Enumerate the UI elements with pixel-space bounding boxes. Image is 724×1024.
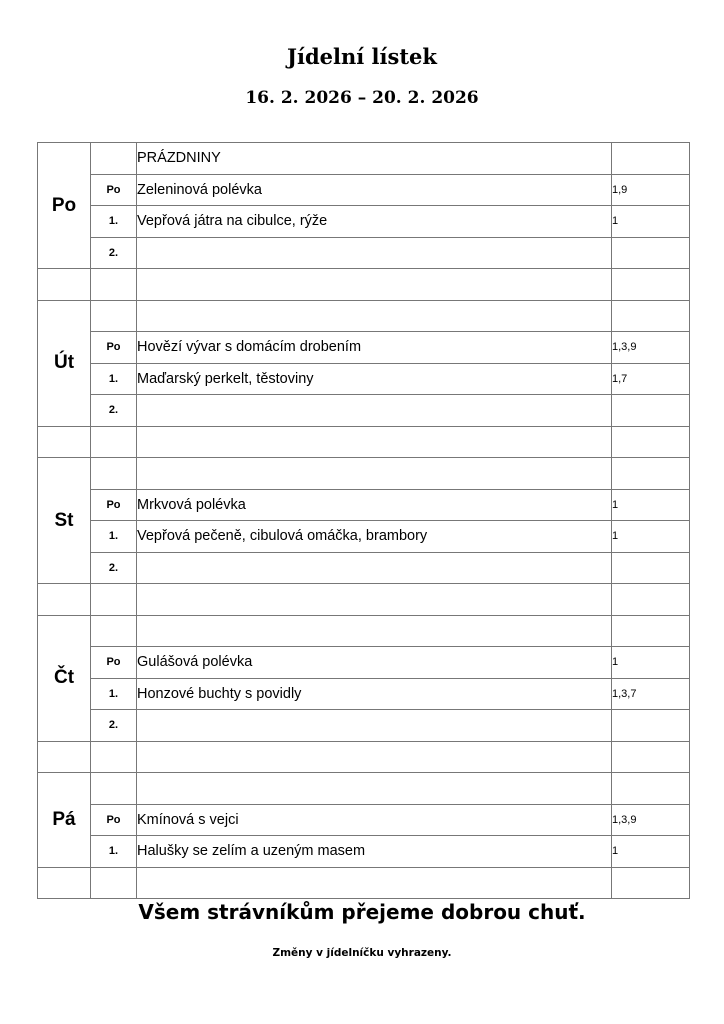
- allergen-codes: [612, 143, 690, 175]
- empty-allergen-cell: [612, 426, 690, 458]
- empty-dish-cell: [137, 269, 612, 301]
- menu-table: [37, 142, 690, 899]
- allergen-codes: [612, 237, 690, 269]
- allergen-codes: [612, 458, 690, 490]
- menu-row: [38, 363, 690, 395]
- course-type: 1.: [91, 206, 137, 238]
- dish-name: [137, 237, 612, 269]
- day-label: Čt: [38, 615, 91, 741]
- menu-row: [38, 395, 690, 427]
- dish-name: [137, 458, 612, 490]
- empty-type-cell: [91, 584, 137, 616]
- spacer-row: [38, 867, 690, 899]
- course-type: 1.: [91, 521, 137, 553]
- dish-name: [137, 395, 612, 427]
- allergen-codes: 1: [612, 836, 690, 868]
- course-type: 2.: [91, 710, 137, 742]
- course-type: 2.: [91, 237, 137, 269]
- menu-row: [38, 174, 690, 206]
- course-type: 2.: [91, 552, 137, 584]
- menu-row: [38, 458, 690, 490]
- dish-name: [137, 773, 612, 805]
- menu-row: [38, 237, 690, 269]
- menu-row: [38, 300, 690, 332]
- empty-dish-cell: [137, 867, 612, 899]
- empty-allergen-cell: [612, 741, 690, 773]
- empty-allergen-cell: [612, 867, 690, 899]
- dish-name: Vepřová pečeně, cibulová omáčka, brambory: [137, 521, 612, 553]
- menu-row: [38, 615, 690, 647]
- day-label: Út: [38, 300, 91, 426]
- menu-row: [38, 710, 690, 742]
- allergen-codes: [612, 773, 690, 805]
- empty-day-cell: [38, 584, 91, 616]
- menu-row: [38, 836, 690, 868]
- course-type: Po: [91, 332, 137, 364]
- empty-day-cell: [38, 426, 91, 458]
- dish-name: Gulášová polévka: [137, 647, 612, 679]
- dish-name: [137, 615, 612, 647]
- allergen-codes: [612, 552, 690, 584]
- menu-row: [38, 489, 690, 521]
- empty-day-cell: [38, 269, 91, 301]
- dish-name: Kmínová s vejci: [137, 804, 612, 836]
- course-type: Po: [91, 647, 137, 679]
- spacer-row: [38, 584, 690, 616]
- course-type: 1.: [91, 678, 137, 710]
- empty-type-cell: [91, 269, 137, 301]
- empty-dish-cell: [137, 741, 612, 773]
- menu-row: [38, 804, 690, 836]
- menu-row: [38, 143, 690, 175]
- empty-allergen-cell: [612, 269, 690, 301]
- spacer-row: [38, 426, 690, 458]
- menu-row: [38, 206, 690, 238]
- course-type: Po: [91, 804, 137, 836]
- spacer-row: [38, 269, 690, 301]
- course-type: 1.: [91, 363, 137, 395]
- empty-dish-cell: [137, 426, 612, 458]
- dish-name: [137, 710, 612, 742]
- day-label: St: [38, 458, 91, 584]
- menu-row: [38, 521, 690, 553]
- menu-row: [38, 647, 690, 679]
- allergen-codes: 1,9: [612, 174, 690, 206]
- course-type: [91, 773, 137, 805]
- disclaimer-note: Změny v jídelníčku vyhrazeny.: [272, 947, 452, 959]
- dish-name: Mrkvová polévka: [137, 489, 612, 521]
- course-type: Po: [91, 174, 137, 206]
- empty-day-cell: [38, 867, 91, 899]
- page-title: Jídelní lístek: [287, 44, 437, 69]
- allergen-codes: 1: [612, 521, 690, 553]
- empty-type-cell: [91, 741, 137, 773]
- allergen-codes: 1: [612, 206, 690, 238]
- day-label: Po: [38, 143, 91, 269]
- allergen-codes: 1: [612, 489, 690, 521]
- allergen-codes: 1,7: [612, 363, 690, 395]
- empty-dish-cell: [137, 584, 612, 616]
- allergen-codes: [612, 710, 690, 742]
- empty-allergen-cell: [612, 584, 690, 616]
- allergen-codes: [612, 300, 690, 332]
- menu-row: [38, 332, 690, 364]
- allergen-codes: [612, 615, 690, 647]
- allergen-codes: 1,3,9: [612, 332, 690, 364]
- menu-row: [38, 678, 690, 710]
- dish-name: Hovězí vývar s domácím drobením: [137, 332, 612, 364]
- allergen-codes: 1: [612, 647, 690, 679]
- dish-name: Honzové buchty s povidly: [137, 678, 612, 710]
- menu-table-body: [38, 143, 690, 899]
- empty-type-cell: [91, 867, 137, 899]
- course-type: [91, 300, 137, 332]
- greeting-text: Všem strávníkům přejeme dobrou chuť.: [138, 900, 586, 924]
- dish-name: PRÁZDNINY: [137, 143, 612, 175]
- allergen-codes: 1,3,7: [612, 678, 690, 710]
- dish-name: [137, 552, 612, 584]
- date-range: 16. 2. 2026 – 20. 2. 2026: [245, 88, 479, 108]
- dish-name: Maďarský perkelt, těstoviny: [137, 363, 612, 395]
- dish-name: Vepřová játra na cibulce, rýže: [137, 206, 612, 238]
- course-type: [91, 458, 137, 490]
- empty-day-cell: [38, 741, 91, 773]
- dish-name: [137, 300, 612, 332]
- course-type: Po: [91, 489, 137, 521]
- spacer-row: [38, 741, 690, 773]
- menu-row: [38, 773, 690, 805]
- allergen-codes: [612, 395, 690, 427]
- allergen-codes: 1,3,9: [612, 804, 690, 836]
- course-type: [91, 615, 137, 647]
- course-type: 2.: [91, 395, 137, 427]
- course-type: [91, 143, 137, 175]
- empty-type-cell: [91, 426, 137, 458]
- dish-name: Zeleninová polévka: [137, 174, 612, 206]
- day-label: Pá: [38, 773, 91, 868]
- dish-name: Halušky se zelím a uzeným masem: [137, 836, 612, 868]
- menu-row: [38, 552, 690, 584]
- course-type: 1.: [91, 836, 137, 868]
